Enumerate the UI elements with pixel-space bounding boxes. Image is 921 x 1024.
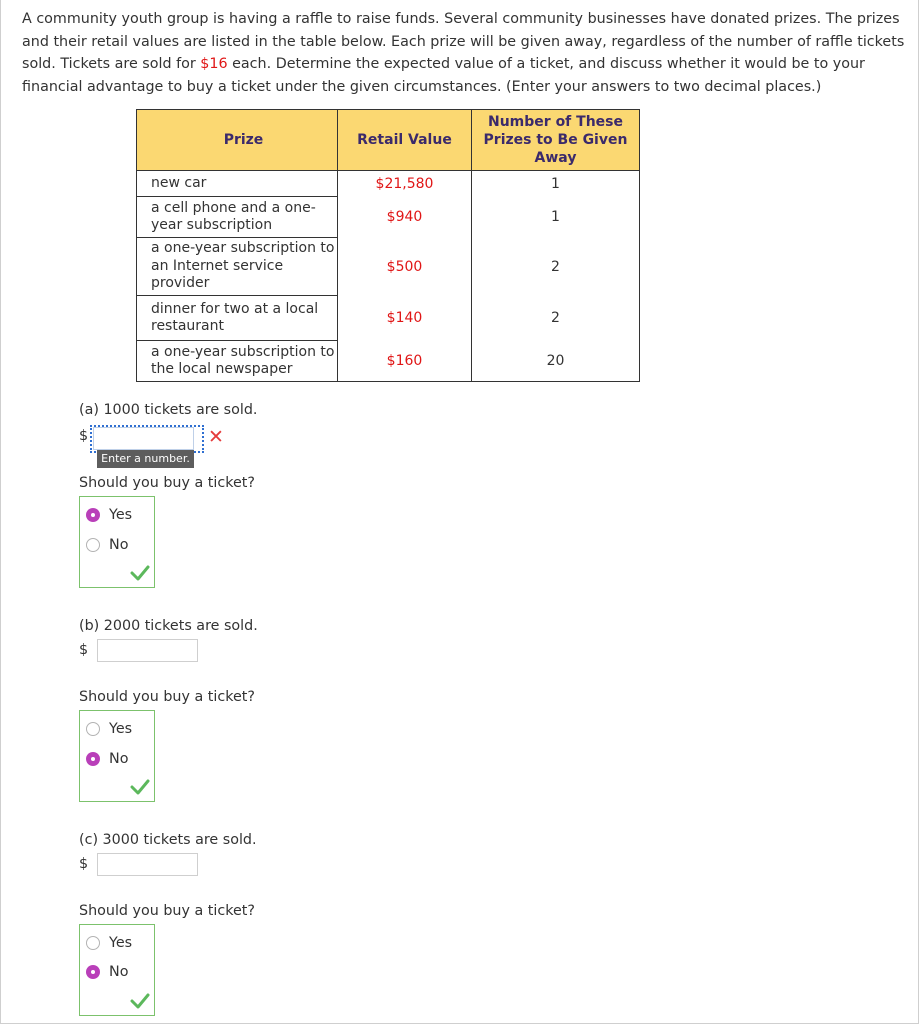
input-tooltip: Enter a number. bbox=[97, 450, 194, 468]
option-label: Yes bbox=[109, 935, 133, 951]
part-b-option-yes[interactable] bbox=[86, 719, 132, 739]
prize-cell: a one-year subscription to the local newspaper bbox=[137, 341, 338, 382]
part-a-radio-group bbox=[79, 496, 155, 588]
radio-button-selected[interactable] bbox=[86, 965, 100, 979]
part-b-currency: $ bbox=[79, 642, 89, 658]
table-row bbox=[137, 238, 640, 296]
table-row bbox=[137, 341, 640, 382]
header-retail-value: Retail Value bbox=[338, 110, 472, 171]
part-c-label: (c) 3000 tickets are sold. bbox=[79, 832, 257, 848]
count-cell: 20 bbox=[472, 341, 640, 382]
prize-table bbox=[136, 109, 640, 382]
part-c-radio-group bbox=[79, 924, 155, 1016]
radio-button[interactable] bbox=[86, 936, 100, 950]
retail-value-cell: $140 bbox=[338, 296, 472, 341]
header-number-given: Number of These Prizes to Be Given Away bbox=[472, 110, 640, 171]
part-c-answer-input[interactable] bbox=[97, 853, 198, 876]
option-label: No bbox=[109, 751, 129, 767]
count-cell: 2 bbox=[472, 296, 640, 341]
check-mark-icon bbox=[130, 993, 150, 1009]
check-mark-icon bbox=[130, 565, 150, 581]
intro-text-before: A community youth group is having a raffle to raise funds. Several community businesses have donated prizes. The prizes and their retail values are listed in the table below. Each prize will be given away, regardless of the number of raffle tickets sold. Tickets are sold for bbox=[22, 11, 905, 72]
option-label: Yes bbox=[109, 721, 133, 737]
ticket-price: $16 bbox=[200, 56, 228, 72]
count-cell: 2 bbox=[472, 238, 640, 296]
part-a-option-yes[interactable] bbox=[86, 505, 132, 525]
part-c-currency: $ bbox=[79, 856, 89, 872]
retail-value-cell: $500 bbox=[338, 238, 472, 296]
focus-outline bbox=[90, 425, 204, 453]
radio-button[interactable] bbox=[86, 538, 100, 552]
part-b-label: (b) 2000 tickets are sold. bbox=[79, 618, 258, 634]
part-b-option-no[interactable] bbox=[86, 749, 128, 769]
prize-cell: new car bbox=[137, 171, 338, 197]
option-label: No bbox=[109, 964, 129, 980]
radio-button-selected[interactable] bbox=[86, 508, 100, 522]
count-cell: 1 bbox=[472, 197, 640, 238]
part-c-option-yes[interactable] bbox=[86, 933, 132, 953]
part-b-answer-input[interactable] bbox=[97, 639, 198, 662]
header-prize: Prize bbox=[137, 110, 338, 171]
retail-value-cell: $940 bbox=[338, 197, 472, 238]
option-label: No bbox=[109, 537, 129, 553]
x-mark-icon: ✕ bbox=[208, 426, 224, 448]
table-row bbox=[137, 197, 640, 238]
part-b-question: Should you buy a ticket? bbox=[79, 689, 255, 705]
prize-cell: a cell phone and a one-year subscription bbox=[137, 197, 338, 238]
part-a-currency: $ bbox=[79, 428, 89, 444]
intro-text-after: each. Determine the expected value of a ticket, and discuss whether it would be to your financial advantage to buy a ticket under the given circumstances. (Enter your answers to two decimal places.) bbox=[22, 56, 865, 95]
part-c-question: Should you buy a ticket? bbox=[79, 903, 255, 919]
table-row bbox=[137, 296, 640, 341]
retail-value-cell: $21,580 bbox=[338, 171, 472, 197]
table-row bbox=[137, 171, 640, 197]
prize-cell: dinner for two at a local restaurant bbox=[137, 296, 338, 341]
prize-cell: a one-year subscription to an Internet service provider bbox=[137, 238, 338, 296]
part-b-radio-group bbox=[79, 710, 155, 802]
radio-button[interactable] bbox=[86, 722, 100, 736]
radio-button-selected[interactable] bbox=[86, 752, 100, 766]
retail-value-cell: $160 bbox=[338, 341, 472, 382]
part-a-option-no[interactable] bbox=[86, 535, 128, 555]
part-c-option-no[interactable] bbox=[86, 962, 128, 982]
part-a-label: (a) 1000 tickets are sold. bbox=[79, 402, 258, 418]
count-cell: 1 bbox=[472, 171, 640, 197]
part-a-question: Should you buy a ticket? bbox=[79, 475, 255, 491]
check-mark-icon bbox=[130, 779, 150, 795]
question-text bbox=[22, 8, 907, 98]
option-label: Yes bbox=[109, 507, 133, 523]
